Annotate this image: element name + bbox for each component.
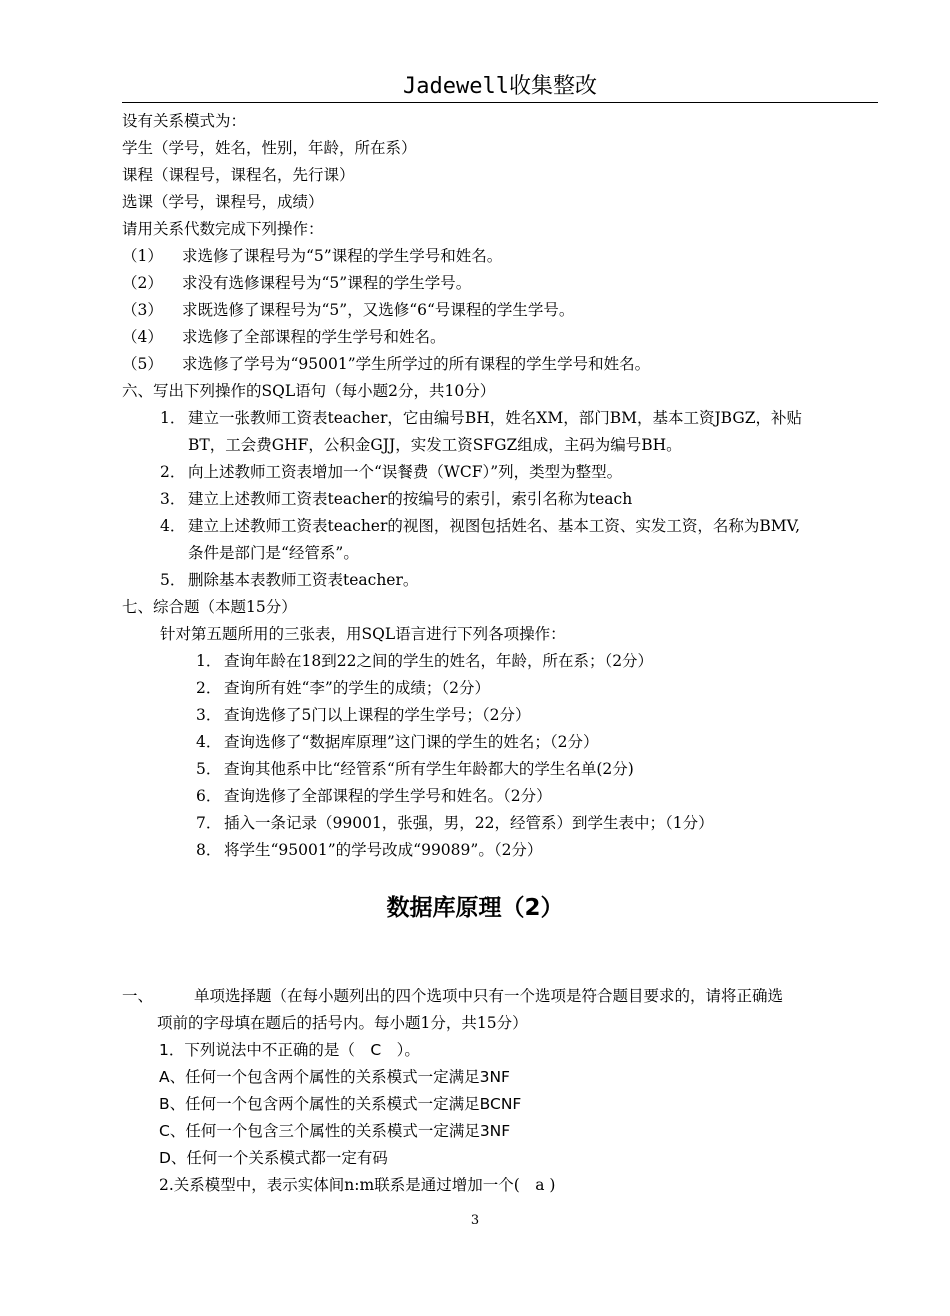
item-text: 查询所有姓“李”的学生的成绩；（2分） [224, 679, 490, 697]
sql-item [160, 461, 622, 483]
item-number: 5． [196, 760, 222, 778]
item-number: 3． [196, 706, 222, 724]
item-number: 7． [196, 814, 222, 832]
item-text: 查询选修了全部课程的学生学号和姓名。（2分） [224, 787, 552, 805]
question: 1．下列说法中不正确的是（ C ）。 [159, 1041, 420, 1059]
page-number: 3 [470, 1213, 480, 1228]
query-item [196, 839, 542, 861]
item-text: 求选修了学号为“95001”学生所学过的所有课程的学生学号和姓名。 [182, 355, 651, 373]
item-text: 插入一条记录（99001，张强，男，22，经管系）到学生表中；（1分） [224, 814, 714, 832]
sql-item [160, 569, 418, 591]
item-text: 建立上述教师工资表teacher的按编号的索引，索引名称为teach [188, 490, 633, 508]
section-intro: 针对第五题所用的三张表，用SQL语言进行下列各项操作： [160, 625, 566, 643]
answer-option: A、任何一个包含两个属性的关系模式一定满足3NF [159, 1068, 510, 1086]
algebra-item [122, 245, 502, 267]
question: 2.关系模型中，表示实体间n:m联系是通过增加一个( a ) [159, 1176, 556, 1194]
query-item [196, 650, 653, 672]
item-text: 查询选修了“数据库原理”这门课的学生的姓名；（2分） [224, 733, 599, 751]
item-text: 建立一张教师工资表teacher，它由编号BH，姓名XM，部门BM，基本工资JBGZ，补贴 [188, 409, 803, 427]
query-item [196, 785, 552, 807]
item-number: （3） [122, 301, 163, 319]
item-text: 删除基本表教师工资表teacher。 [188, 571, 419, 589]
item-text: 求既选修了课程号为“5”，又选修“6“号课程的学生学号。 [182, 301, 575, 319]
item-number: 8． [196, 841, 222, 859]
query-item [196, 704, 530, 726]
algebra-item [122, 272, 471, 294]
sql-item [160, 407, 802, 429]
item-number: （4） [122, 328, 163, 346]
section-heading-continuation: 项前的字母填在题后的括号内。每小题1分，共15分） [157, 1014, 528, 1032]
algebra-item [122, 353, 650, 375]
item-text: 求选修了课程号为“5”课程的学生学号和姓名。 [182, 247, 503, 265]
item-number: 2． [196, 679, 222, 697]
item-number: （1） [122, 247, 163, 265]
sql-item [160, 488, 632, 510]
answer-option: D、任何一个关系模式都一定有码 [159, 1149, 388, 1167]
item-text: 查询年龄在18到22之间的学生的姓名，年龄，所在系；（2分） [224, 652, 654, 670]
query-item [196, 731, 598, 753]
item-number: （5） [122, 355, 163, 373]
item-number: 1． [160, 409, 186, 427]
intro-line: 选课（学号，课程号，成绩） [122, 193, 324, 211]
item-text: 求选修了全部课程的学生学号和姓名。 [182, 328, 446, 346]
intro-line: 设有关系模式为： [122, 112, 247, 130]
page-header: Jadewell收集整改 [122, 72, 878, 103]
item-text: 建立上述教师工资表teacher的视图，视图包括姓名、基本工资、实发工资，名称为BMV, [188, 517, 801, 535]
section-title: 数据库原理（2） [386, 895, 564, 921]
item-text: 将学生“95001”的学号改成“99089”。（2分） [224, 841, 543, 859]
answer-option: C、任何一个包含三个属性的关系模式一定满足3NF [159, 1122, 511, 1140]
item-number: 4． [196, 733, 222, 751]
item-text: 求没有选修课程号为“5”课程的学生学号。 [182, 274, 472, 292]
item-number: 6． [196, 787, 222, 805]
intro-line: 课程（课程号，课程名，先行课） [122, 166, 355, 184]
section-heading: 单项选择题（在每小题列出的四个选项中只有一个选项是符合题目要求的，请将正确选 [194, 987, 784, 1005]
intro-line: 学生（学号，姓名，性别，年龄，所在系） [122, 139, 417, 157]
item-number: （2） [122, 274, 163, 292]
sql-item [160, 515, 800, 537]
item-number: 1． [196, 652, 222, 670]
section-heading: 七、综合题（本题15分） [122, 598, 297, 616]
algebra-item [122, 299, 574, 321]
item-number: 2． [160, 463, 186, 481]
query-item [196, 758, 634, 780]
sql-item-continuation: BT，工会费GHF，公积金GJJ，实发工资SFGZ组成，主码为编号BH。 [188, 436, 682, 454]
item-text: 向上述教师工资表增加一个“误餐费（WCF）”列，类型为整型。 [188, 463, 623, 481]
answer-option: B、任何一个包含两个属性的关系模式一定满足BCNF [159, 1095, 522, 1113]
item-text: 查询其他系中比“经管系“所有学生年龄都大的学生名单(2分) [224, 760, 634, 778]
section-number: 一、 [122, 987, 154, 1005]
query-item [196, 677, 490, 699]
intro-line: 请用关系代数完成下列操作： [122, 220, 324, 238]
section-heading: 六、写出下列操作的SQL语句（每小题2分，共10分） [122, 382, 496, 400]
algebra-item [122, 326, 446, 348]
item-number: 3． [160, 490, 186, 508]
item-text: 查询选修了5门以上课程的学生学号；（2分） [224, 706, 531, 724]
item-number: 4． [160, 517, 186, 535]
item-number: 5． [160, 571, 186, 589]
query-item [196, 812, 714, 834]
sql-item-continuation: 条件是部门是“经管系”。 [188, 544, 359, 562]
